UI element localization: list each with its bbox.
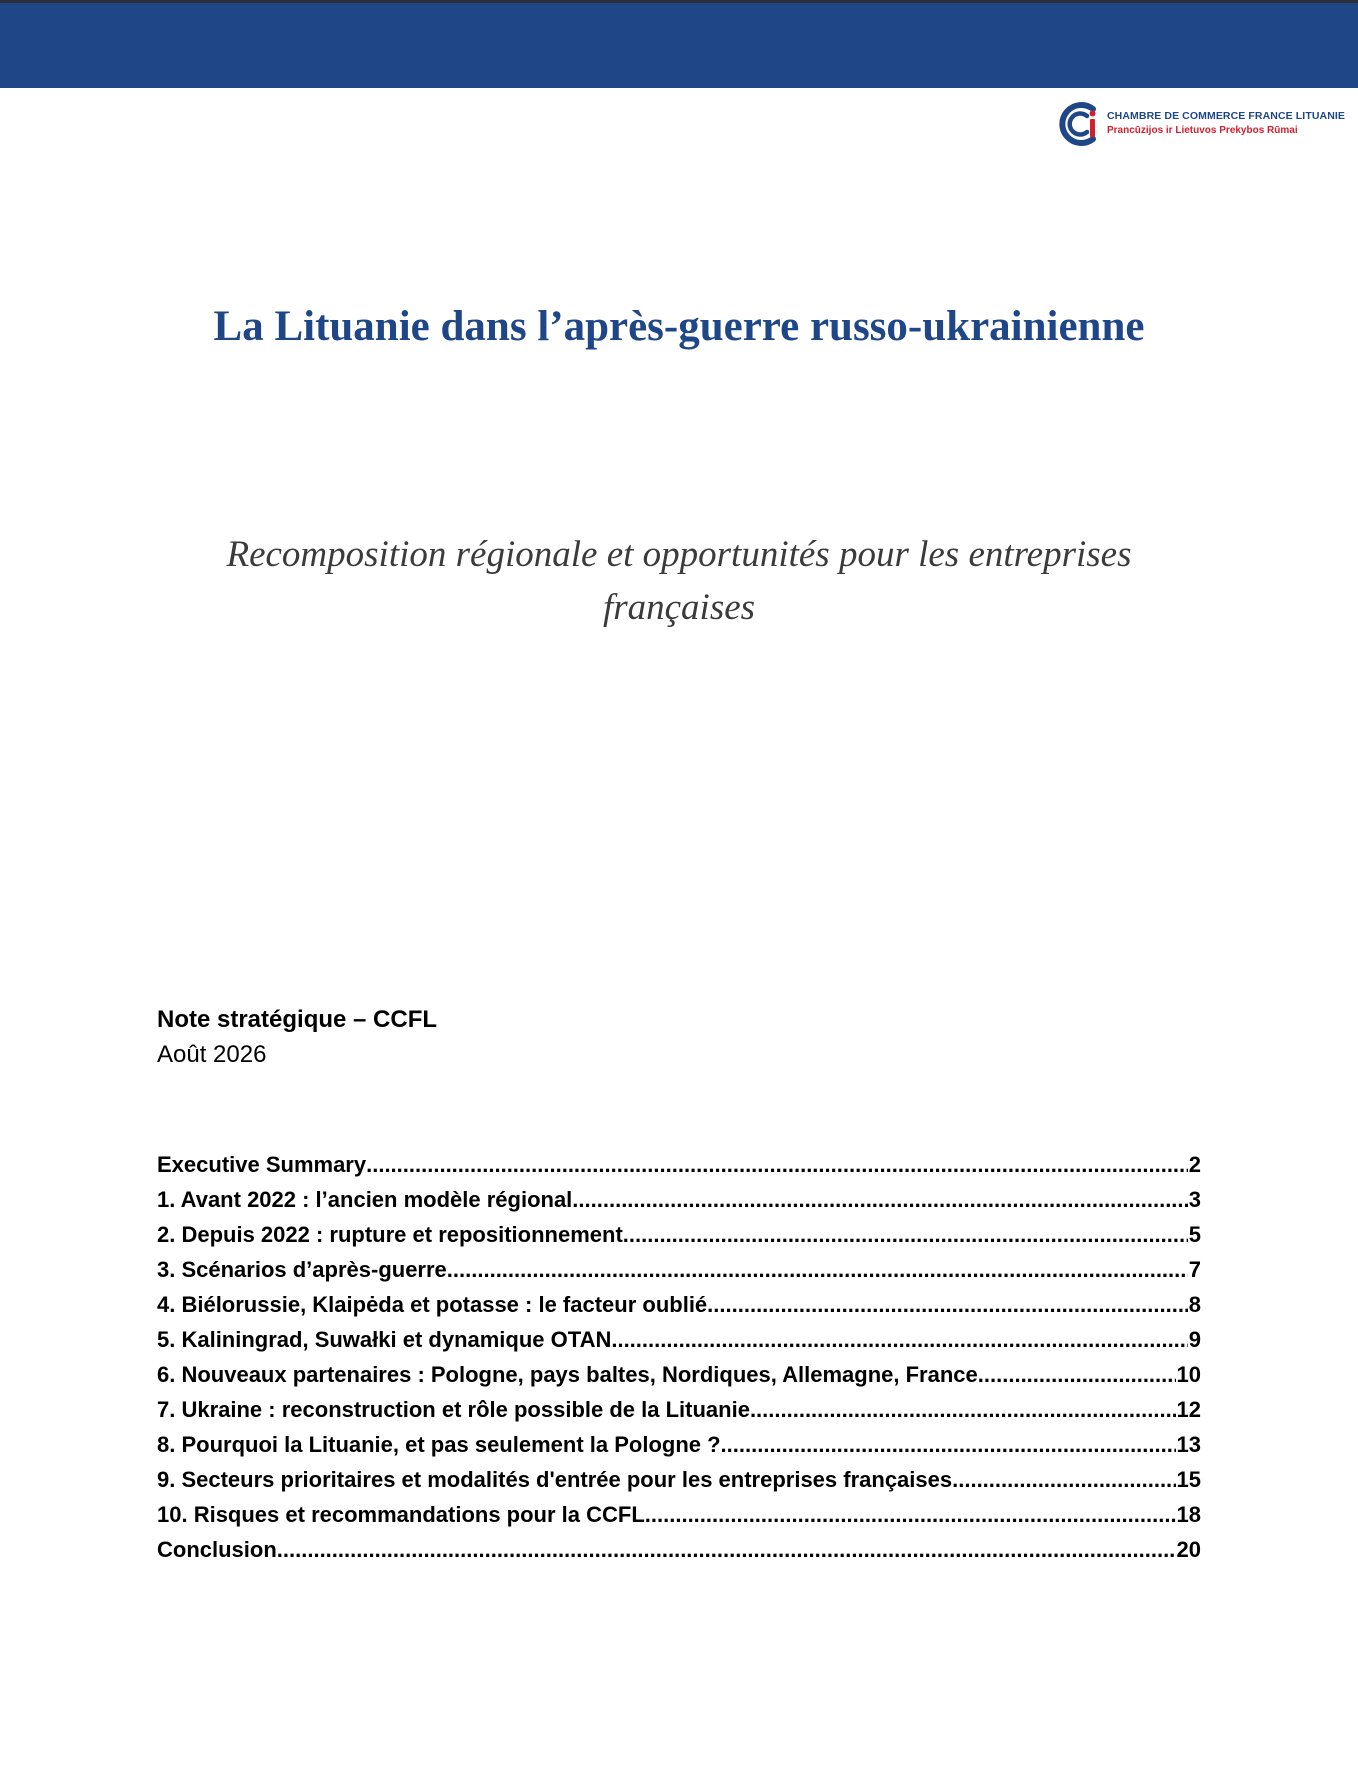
toc-entry[interactable] (157, 1362, 1201, 1397)
toc-leader-dots (623, 1222, 1188, 1248)
toc-entry-label: 5. Kaliningrad, Suwałki et dynamique OTAN (157, 1327, 612, 1352)
logo-line-lithuanian: Prancūzijos ir Lietuvos Prekybos Rūmai (1107, 125, 1298, 136)
toc-leader-dots (447, 1257, 1188, 1283)
table-of-contents (157, 1152, 1201, 1572)
toc-leader-dots (645, 1502, 1176, 1528)
toc-leader-dots (277, 1537, 1176, 1563)
toc-entry-page: 7 (1188, 1257, 1201, 1282)
toc-leader-dots (611, 1327, 1187, 1353)
toc-entry-page: 9 (1188, 1327, 1201, 1352)
toc-entry-label: 7. Ukraine : reconstruction et rôle possible de la Lituanie (157, 1397, 750, 1422)
toc-leader-dots (366, 1152, 1188, 1178)
toc-entry[interactable] (157, 1467, 1201, 1502)
toc-entry[interactable] (157, 1397, 1201, 1432)
ccfl-logo (1057, 98, 1353, 150)
toc-entry[interactable] (157, 1327, 1201, 1362)
toc-entry-page: 15 (1176, 1467, 1201, 1492)
note-label: Note stratégique – CCFL (157, 1006, 438, 1033)
document-subtitle: Recomposition régionale et opportunités pour les entreprises françaises (226, 534, 1132, 628)
toc-entry-label: 1. Avant 2022 : l’ancien modèle régional (157, 1187, 573, 1212)
toc-leader-dots (750, 1397, 1176, 1423)
toc-entry-label: 4. Biélorussie, Klaipėda et potasse : le facteur oublié (157, 1292, 708, 1317)
toc-entry-label: 3. Scénarios d’après-guerre (157, 1257, 447, 1282)
toc-entry-label: 6. Nouveaux partenaires : Pologne, pays baltes, Nordiques, Allemagne, France (157, 1362, 978, 1387)
document-title: La Lituanie dans l’après-guerre russo-ukrainienne (213, 303, 1145, 350)
toc-entry[interactable] (157, 1292, 1201, 1327)
toc-entry-page: 12 (1176, 1397, 1201, 1422)
toc-entry-page: 10 (1176, 1362, 1201, 1387)
toc-entry-page: 8 (1188, 1292, 1201, 1317)
toc-entry[interactable] (157, 1187, 1201, 1222)
document-date: Août 2026 (157, 1041, 267, 1068)
toc-leader-dots (978, 1362, 1176, 1388)
cci-logo-icon (1057, 100, 1103, 148)
toc-entry-label: Conclusion (157, 1537, 277, 1562)
toc-entry-label: 8. Pourquoi la Lituanie, et pas seulement la Pologne ? (157, 1432, 721, 1457)
toc-entry-page: 13 (1176, 1432, 1201, 1457)
toc-entry-label: 9. Secteurs prioritaires et modalités d'entrée pour les entreprises françaises (157, 1467, 953, 1492)
toc-leader-dots (572, 1187, 1187, 1213)
toc-entry-label: 2. Depuis 2022 : rupture et repositionnement (157, 1222, 623, 1247)
logo-line-french: CHAMBRE DE COMMERCE FRANCE LITUANIE (1107, 110, 1345, 122)
toc-entry-page: 2 (1188, 1152, 1201, 1177)
toc-entry-label: 10. Risques et recommandations pour la CCFL (157, 1502, 645, 1527)
toc-entry[interactable] (157, 1152, 1201, 1187)
toc-entry[interactable] (157, 1222, 1201, 1257)
toc-entry-label: Executive Summary (157, 1152, 367, 1177)
toc-entry[interactable] (157, 1502, 1201, 1537)
toc-entry-page: 18 (1176, 1502, 1201, 1527)
header-bar (0, 0, 1358, 88)
toc-leader-dots (707, 1292, 1188, 1318)
toc-entry-page: 3 (1188, 1187, 1201, 1212)
toc-entry[interactable] (157, 1257, 1201, 1292)
toc-entry[interactable] (157, 1432, 1201, 1467)
toc-entry-page: 20 (1176, 1537, 1201, 1562)
toc-entry[interactable] (157, 1537, 1201, 1572)
toc-entry-page: 5 (1188, 1222, 1201, 1247)
toc-leader-dots (721, 1432, 1176, 1458)
toc-leader-dots (952, 1467, 1175, 1493)
